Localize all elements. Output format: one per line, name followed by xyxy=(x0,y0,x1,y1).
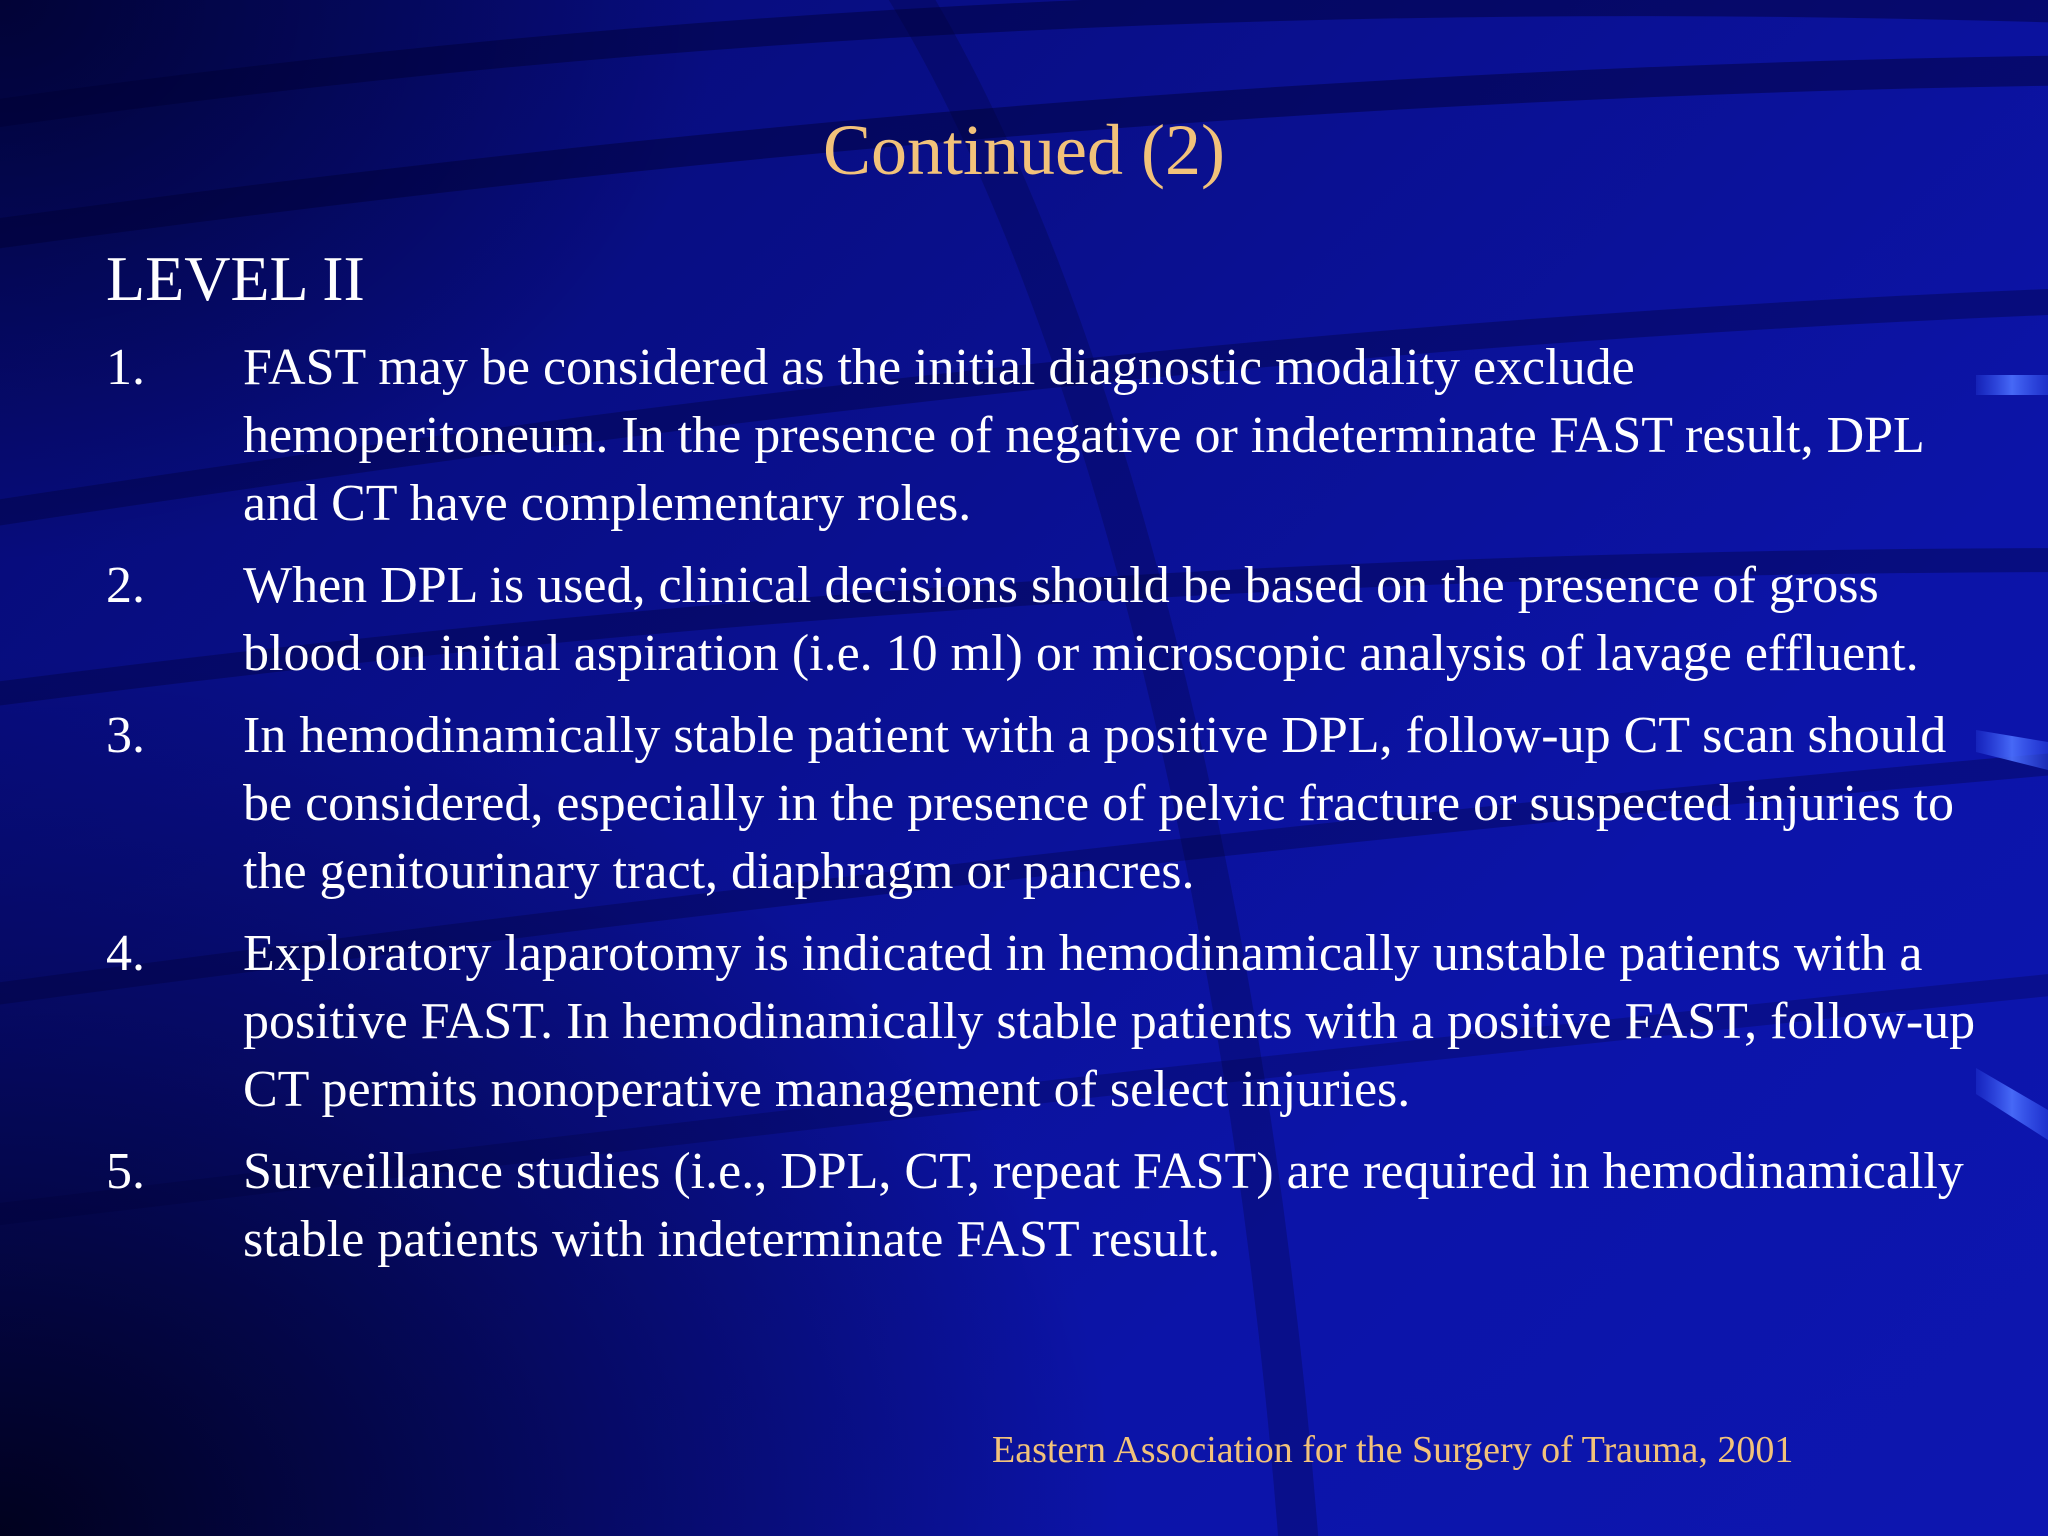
list-item-number: 4. xyxy=(106,925,145,982)
slide-title: Continued (2) xyxy=(823,110,1225,190)
list-item-number: 2. xyxy=(106,557,145,614)
list-item-text: FAST may be considered as the initial diagnostic modality exclude hemoperitoneum. In the presence of negative or indeterminate FAST result, DPL and CT have complementary roles. xyxy=(243,339,1923,532)
list-item xyxy=(106,920,2006,1124)
list-item-text: Exploratory laparotomy is indicated in hemodinamically unstable patients with a positive FAST. In hemodinamically stable patients with a positive FAST, follow-up CT permits nonoperative management of select injuries. xyxy=(243,925,1976,1118)
list-item-number: 5. xyxy=(106,1143,145,1200)
recommendation-list xyxy=(106,334,2006,1288)
list-item-number: 3. xyxy=(106,707,145,764)
list-item-number: 1. xyxy=(106,339,145,396)
list-item xyxy=(106,552,2006,688)
level-heading: LEVEL II xyxy=(106,243,365,314)
list-item xyxy=(106,1138,2006,1274)
source-citation: Eastern Association for the Surgery of Trauma, 2001 xyxy=(992,1429,1794,1471)
list-item xyxy=(106,334,2006,538)
list-item-text: When DPL is used, clinical decisions should be based on the presence of gross blood on initial aspiration (i.e. 10 ml) or microscopic analysis of lavage effluent. xyxy=(243,557,1919,682)
list-item-text: Surveillance studies (i.e., DPL, CT, repeat FAST) are required in hemodinamically stable patients with indeterminate FAST result. xyxy=(243,1143,1964,1268)
list-item-text: In hemodinamically stable patient with a positive DPL, follow-up CT scan should be considered, especially in the presence of pelvic fracture or suspected injuries to the genitourinary tract, diaphragm or pancres. xyxy=(243,707,1954,900)
list-item xyxy=(106,702,2006,906)
